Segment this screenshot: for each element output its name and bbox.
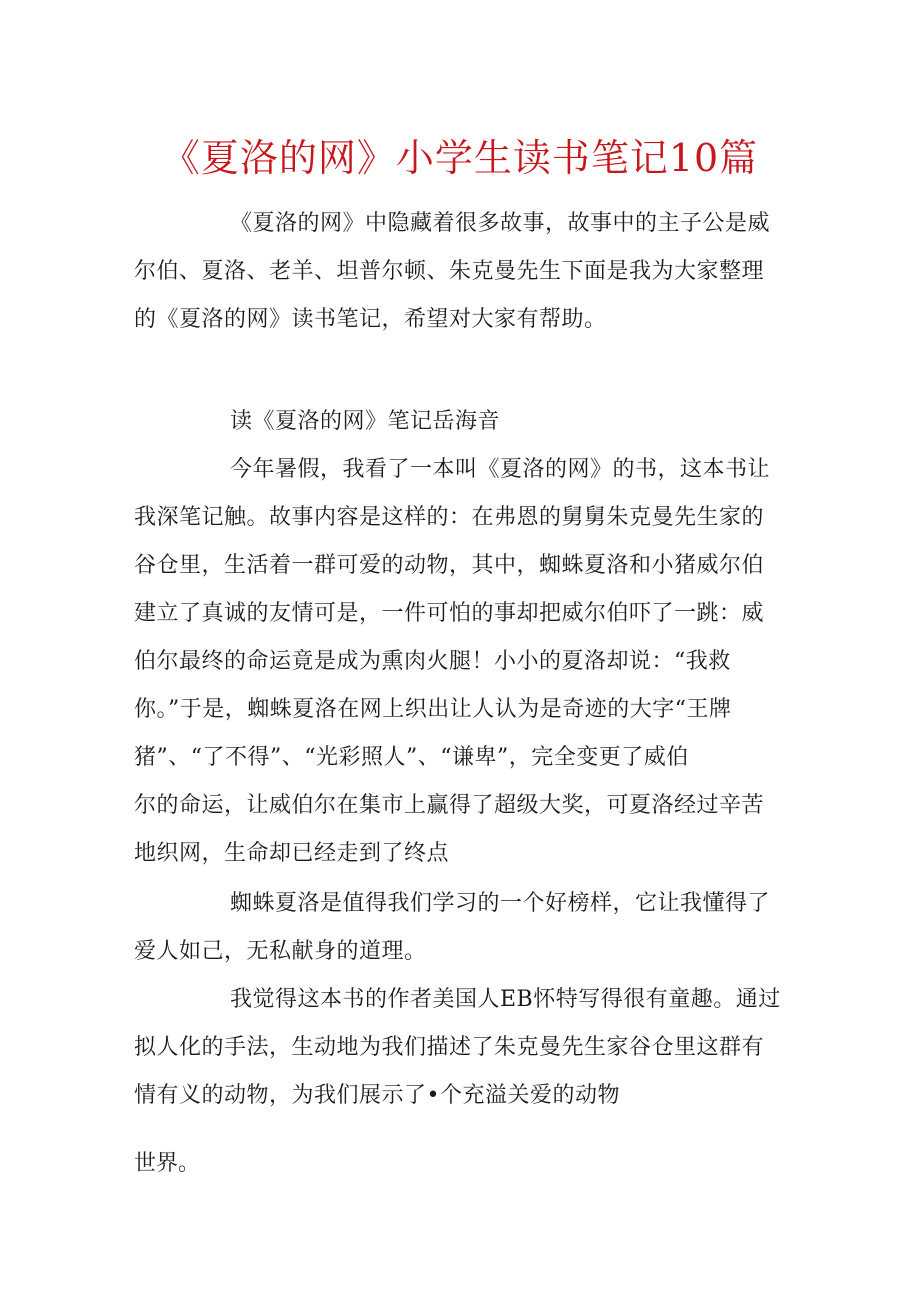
intro-line-1: 《夏洛的网》中隐藏着很多故事，故事中的主子公是威 [230,211,771,236]
paragraph-tail: 世界。 [134,1151,201,1176]
intro-line-2: 尔伯、夏洛、老羊、坦普尔顿、朱克曼先生下面是我为大家整理 [134,259,765,284]
para3-line-2: 拟人化的手法，生动地为我们描述了朱克曼先生家谷仓里这群有 [134,1035,765,1060]
para3-line-1: 我觉得这本书的作者美国人EB怀特写得很有童趣。通过 [230,987,781,1012]
para2-line-2: 爱人如己，无私献身的道理。 [134,939,427,964]
intro-paragraph [134,200,794,344]
body-paragraph-3 [134,976,794,1120]
body-paragraph-1 [134,446,794,878]
document-title: 《夏洛的网》小学生读书笔记10篇 [161,136,759,180]
para1-line-6: 你。”于是，蜘蛛夏洛在网上织出让人认为是奇迹的大字“王牌 [134,697,732,722]
para1-line-7: 猪”、“了不得”、“光彩照人”、“谦卑”，完全变更了威伯 [134,745,689,770]
para1-line-5: 伯尔最终的命运竟是成为熏肉火腿！小小的夏洛却说：“我救 [134,649,731,674]
para3-line-3: 情有义的动物，为我们展示了•个充溢关爱的动物 [134,1083,620,1108]
para1-line-3: 谷仓里，生活着一群可爱的动物，其中，蜘蛛夏洛和小猪威尔伯 [134,553,765,578]
para1-line-4: 建立了真诚的友情可是，一件可怕的事却把威尔伯吓了一跳：威 [134,601,765,626]
para1-line-8: 尔的命运，让威伯尔在集市上赢得了超级大奖，可夏洛经过辛苦 [134,793,765,818]
para1-line-9: 地织网，生命却已经走到了终点 [134,841,450,866]
para2-line-1: 蜘蛛夏洛是值得我们学习的一个好榜样，它让我懂得了 [230,891,771,916]
section-heading: 读《夏洛的网》笔记岳海音 [230,409,501,434]
body-paragraph-2 [134,880,794,976]
para1-line-1: 今年暑假，我看了一本叫《夏洛的网》的书，这本书让 [230,457,771,482]
para1-line-2: 我深笔记触。故事内容是这样的：在弗恩的舅舅朱克曼先生家的 [134,505,765,530]
intro-line-3: 的《夏洛的网》读书笔记，希望对大家有帮助。 [134,307,607,332]
